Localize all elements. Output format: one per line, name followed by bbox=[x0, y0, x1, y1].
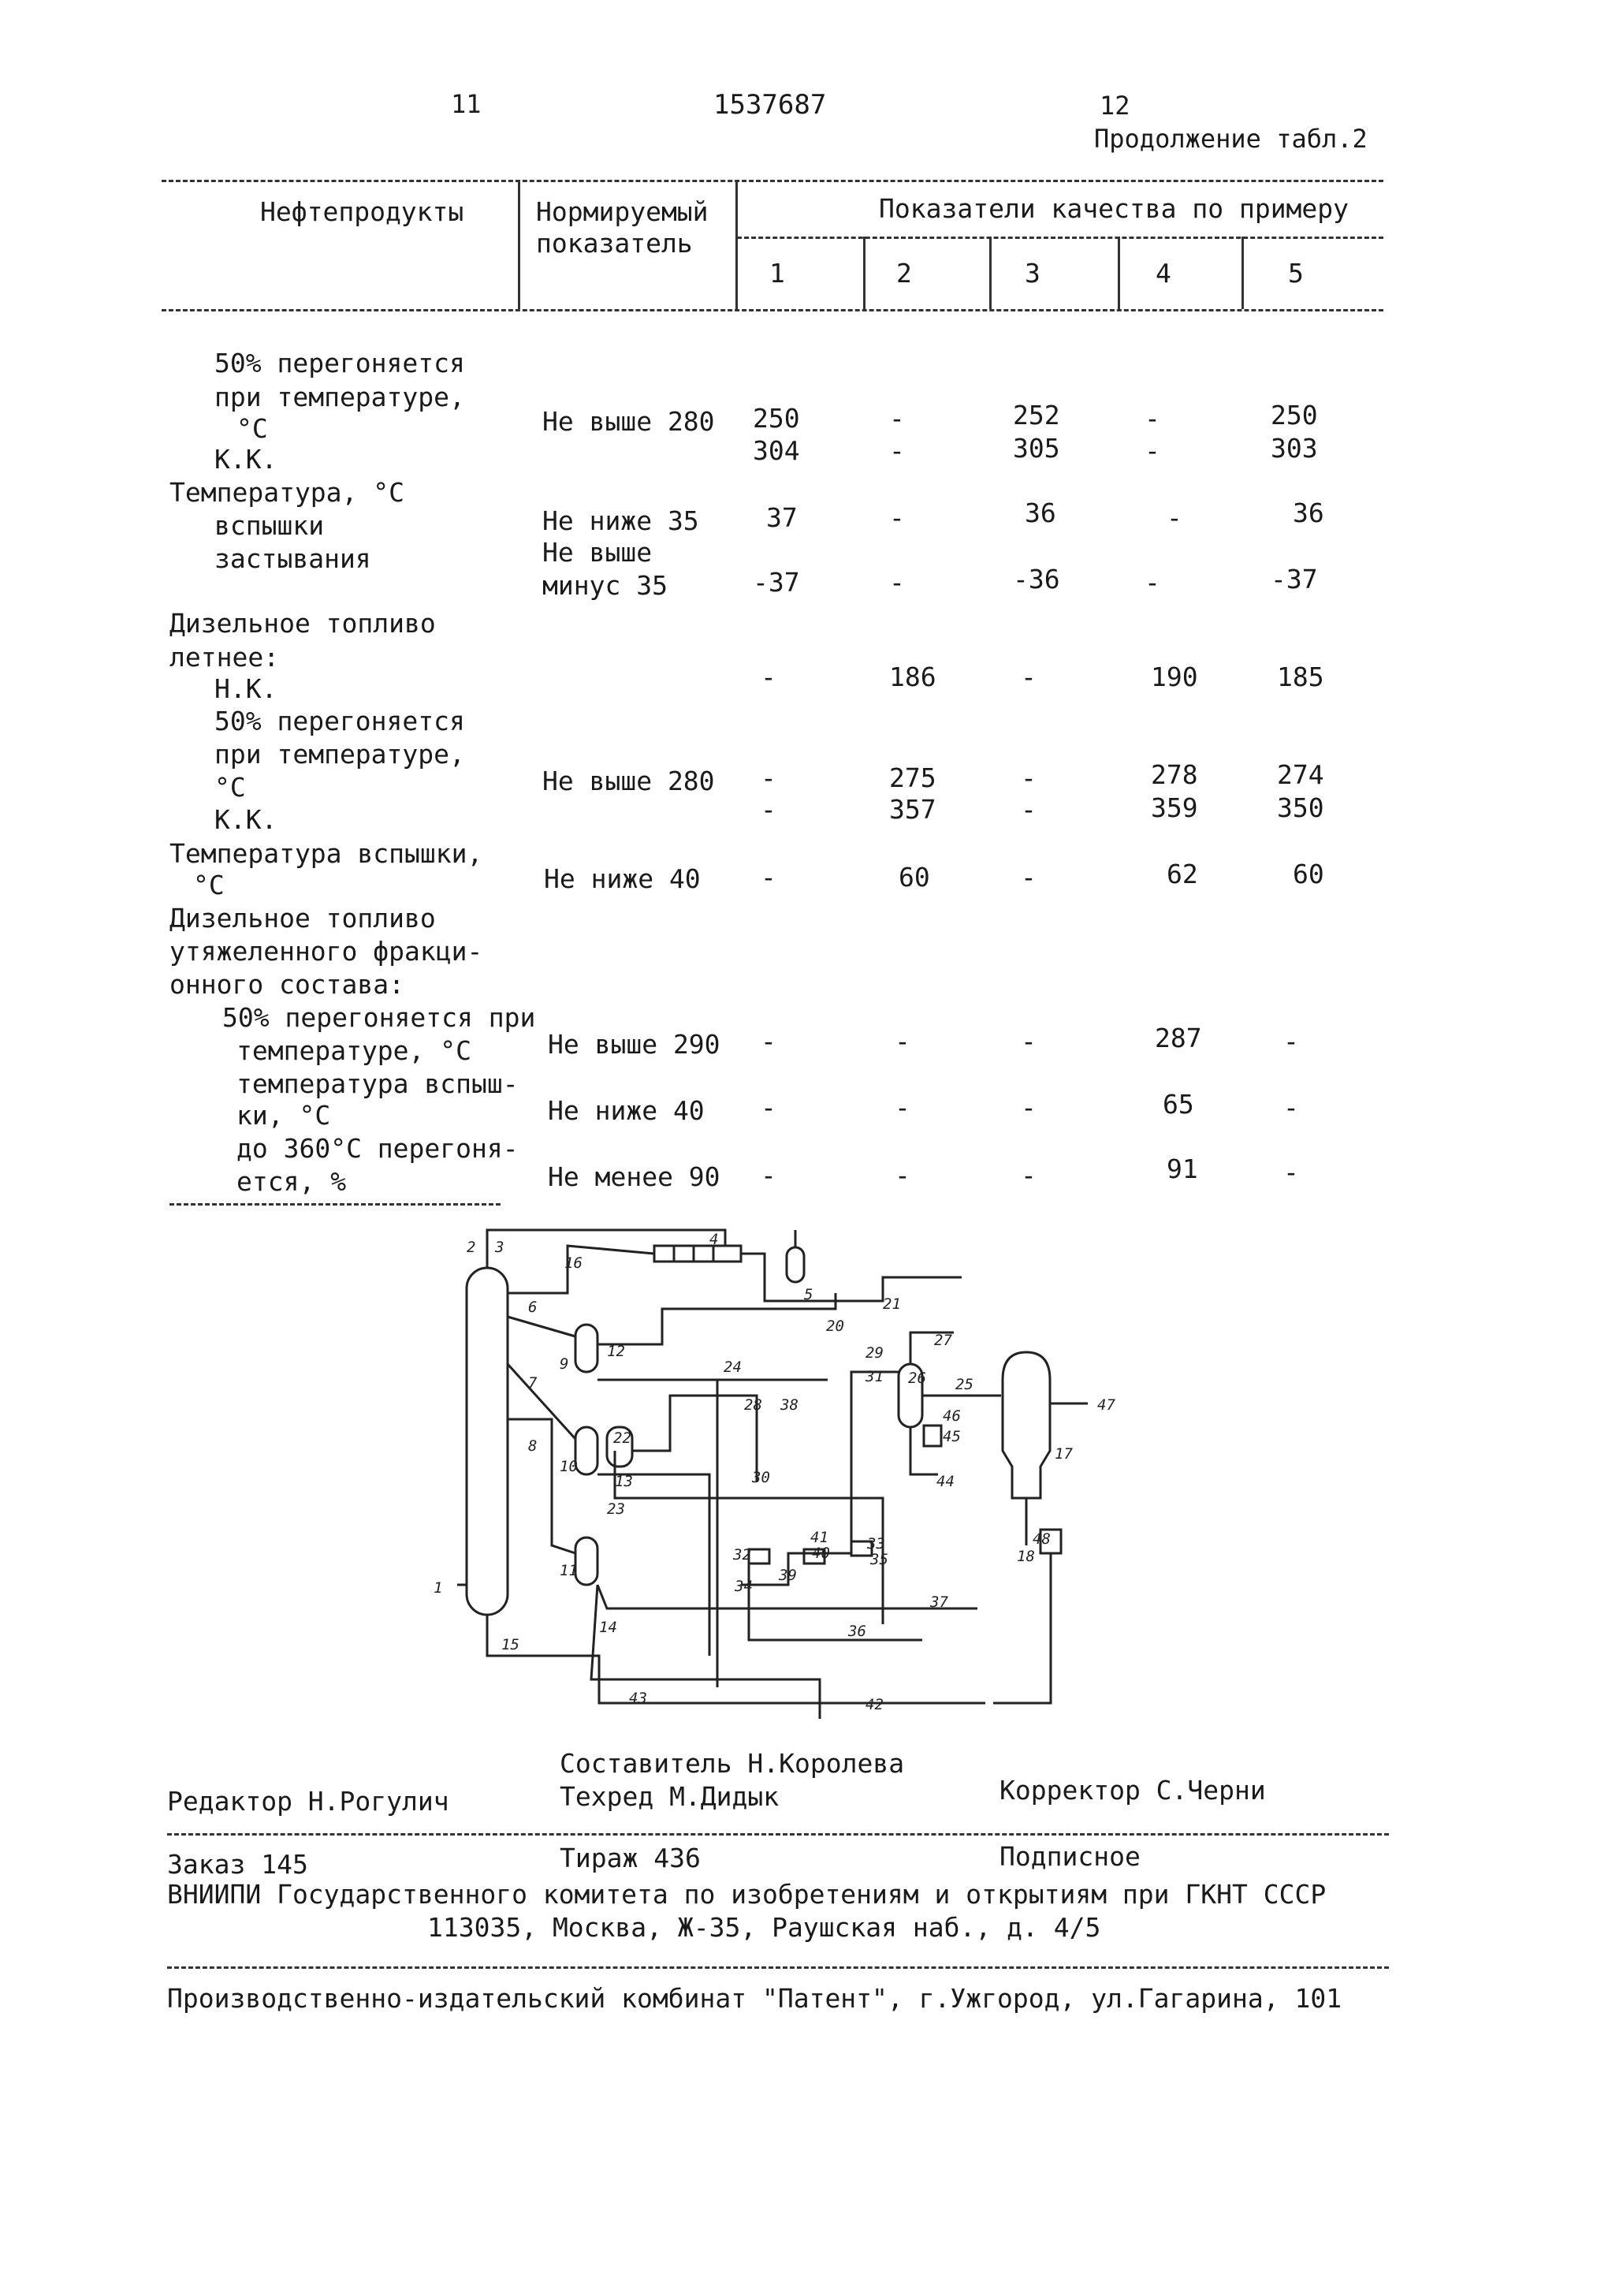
row-value: - bbox=[1145, 403, 1160, 434]
row-value: - bbox=[889, 435, 905, 466]
row-label: К.К. bbox=[214, 804, 277, 835]
row-norm: Не выше 290 bbox=[548, 1029, 720, 1060]
row-value: 350 bbox=[1277, 792, 1324, 823]
row-value: - bbox=[1167, 502, 1182, 533]
diagram-label: 44 bbox=[936, 1473, 955, 1490]
row-value: 36 bbox=[1293, 498, 1324, 528]
example-header: 5 bbox=[1288, 258, 1304, 289]
editor: Редактор Н.Рогулич bbox=[167, 1786, 449, 1817]
diagram-label: 18 bbox=[1017, 1548, 1035, 1565]
diagram-label: 4 bbox=[709, 1231, 719, 1248]
table-bottom-rule bbox=[169, 1203, 501, 1206]
diagram-label: 1 bbox=[434, 1579, 443, 1597]
row-value: 275 bbox=[889, 762, 936, 793]
row-label: ки, °С bbox=[236, 1100, 331, 1131]
diagram-label: 7 bbox=[528, 1374, 538, 1392]
diagram-label: 46 bbox=[943, 1407, 961, 1425]
row-value: - bbox=[761, 1026, 776, 1057]
row-value: - bbox=[1021, 1160, 1037, 1191]
diagram-label: 45 bbox=[943, 1428, 961, 1445]
diagram-label: 40 bbox=[812, 1545, 830, 1562]
diagram-label: 17 bbox=[1055, 1445, 1073, 1463]
diagram-label: 34 bbox=[735, 1578, 753, 1595]
diagram-label: 9 bbox=[560, 1355, 569, 1373]
row-value: 252 bbox=[1013, 400, 1060, 430]
row-label: °С bbox=[193, 870, 225, 900]
row-value: 304 bbox=[753, 435, 800, 466]
table-col-divider bbox=[1241, 237, 1244, 309]
diagram-label: 41 bbox=[810, 1529, 828, 1546]
row-value: 287 bbox=[1155, 1023, 1202, 1053]
row-value: - bbox=[761, 794, 776, 825]
row-value: - bbox=[1145, 567, 1160, 598]
row-label: ется, % bbox=[236, 1166, 347, 1197]
diagram-label: 24 bbox=[724, 1359, 742, 1376]
row-label: К.К. bbox=[214, 444, 277, 475]
diagram-label: 35 bbox=[870, 1551, 888, 1568]
row-label: Н.К. bbox=[214, 673, 277, 704]
row-value: 274 bbox=[1277, 759, 1324, 790]
row-value: 60 bbox=[1293, 859, 1324, 889]
org-line-2: 113035, Москва, Ж-35, Раушская наб., д. 4/5 bbox=[427, 1912, 1101, 1943]
heat-exchanger-top bbox=[654, 1246, 741, 1262]
footer-rule-2 bbox=[167, 1966, 1389, 1969]
diagram-label: 16 bbox=[564, 1254, 583, 1272]
table-col-divider bbox=[989, 237, 992, 309]
row-label: утяжеленного фракци- bbox=[169, 936, 483, 967]
row-value: 186 bbox=[889, 662, 936, 692]
diagram-label: 15 bbox=[501, 1636, 519, 1653]
patent-number: 1537687 bbox=[713, 89, 827, 121]
row-label: 50% перегоняется при bbox=[222, 1002, 536, 1033]
example-header: 4 bbox=[1156, 258, 1171, 289]
table-col-divider bbox=[1118, 237, 1120, 309]
row-value: - bbox=[1021, 862, 1037, 893]
table-col-divider bbox=[863, 237, 865, 309]
diagram-label: 14 bbox=[599, 1619, 617, 1636]
example-header: 1 bbox=[769, 258, 785, 289]
row-value: - bbox=[1145, 435, 1160, 466]
row-value: - bbox=[889, 403, 905, 434]
composer: Составитель Н.Королева bbox=[560, 1748, 905, 1779]
row-label: до 360°С перегоня- bbox=[236, 1133, 519, 1164]
diagram-label: 20 bbox=[826, 1318, 844, 1335]
diagram-label: 33 bbox=[867, 1535, 885, 1552]
diagram-label: 38 bbox=[780, 1396, 798, 1414]
separator-9 bbox=[575, 1325, 597, 1372]
separator-10 bbox=[575, 1427, 597, 1474]
row-value: 190 bbox=[1151, 662, 1198, 692]
row-value: - bbox=[889, 567, 905, 598]
table-top-rule bbox=[162, 180, 1383, 182]
row-norm: Не выше bbox=[542, 537, 653, 568]
row-value: -37 bbox=[753, 567, 800, 598]
diagram-label: 6 bbox=[528, 1299, 538, 1316]
row-value: 357 bbox=[889, 794, 936, 825]
row-norm: Не ниже 40 bbox=[544, 863, 701, 894]
row-value: - bbox=[1021, 762, 1037, 793]
row-value: - bbox=[1283, 1157, 1299, 1187]
row-label: °С bbox=[236, 413, 268, 444]
row-label: при температуре, bbox=[214, 739, 465, 770]
row-value: - bbox=[1021, 1026, 1037, 1057]
row-value: 250 bbox=[753, 403, 800, 434]
diagram-label: 23 bbox=[607, 1500, 625, 1518]
row-value: 278 bbox=[1151, 759, 1198, 790]
row-label: вспышки bbox=[214, 510, 325, 541]
corrector: Корректор С.Черни bbox=[999, 1775, 1266, 1806]
row-label: 50% перегоняется bbox=[214, 706, 465, 736]
heater-45 bbox=[924, 1426, 941, 1446]
diagram-label: 27 bbox=[934, 1332, 952, 1349]
unit-32 bbox=[749, 1549, 769, 1564]
row-value: - bbox=[895, 1092, 910, 1123]
row-value: - bbox=[1283, 1092, 1299, 1123]
table-header-bottom-rule bbox=[162, 309, 1383, 311]
column-header-quality: Показатели качества по примеру bbox=[879, 193, 1349, 224]
diagram-label: 37 bbox=[930, 1593, 948, 1611]
org-line-1: ВНИИПИ Государственного комитета по изобретениям и открытиям при ГКНТ СССР bbox=[167, 1879, 1327, 1910]
diagram-label: 11 bbox=[560, 1562, 578, 1579]
table-col-divider bbox=[518, 180, 520, 309]
row-norm: Не выше 280 bbox=[542, 766, 715, 796]
row-value: -36 bbox=[1013, 564, 1060, 594]
table-header-subrule bbox=[737, 237, 1383, 239]
diagram-label: 30 bbox=[752, 1469, 770, 1486]
row-label: онного состава: bbox=[169, 969, 405, 1000]
row-norm: Не менее 90 bbox=[548, 1161, 720, 1192]
row-value: - bbox=[1021, 662, 1037, 692]
row-label: Температура вспышки, bbox=[169, 838, 483, 869]
row-label: Температура, °С bbox=[169, 477, 405, 508]
row-value: 305 bbox=[1013, 433, 1060, 464]
row-value: -37 bbox=[1271, 564, 1318, 594]
footer-rule-1 bbox=[167, 1833, 1389, 1836]
techred: Техред М.Дидык bbox=[560, 1781, 780, 1812]
row-norm: минус 35 bbox=[542, 570, 668, 601]
process-flow-diagram bbox=[410, 1214, 1135, 1750]
distillation-column bbox=[467, 1268, 508, 1615]
column-header-norm-2: показатель bbox=[536, 228, 693, 259]
row-value: 65 bbox=[1163, 1089, 1194, 1120]
row-label: Дизельное топливо bbox=[169, 608, 436, 639]
row-value: - bbox=[761, 662, 776, 692]
cooler-top bbox=[787, 1247, 804, 1282]
example-header: 2 bbox=[896, 258, 912, 289]
diagram-label: 8 bbox=[528, 1437, 538, 1455]
order-number: Заказ 145 bbox=[167, 1849, 308, 1880]
row-value: - bbox=[1283, 1026, 1299, 1057]
diagram-label: 48 bbox=[1033, 1530, 1051, 1548]
page-number-right: 12 bbox=[1100, 91, 1130, 121]
row-label: температуре, °С bbox=[236, 1035, 472, 1066]
diagram-label: 32 bbox=[733, 1546, 751, 1564]
diagram-label: 26 bbox=[908, 1370, 926, 1387]
diagram-label: 47 bbox=[1097, 1396, 1115, 1414]
diagram-label: 36 bbox=[848, 1623, 866, 1640]
row-label: Дизельное топливо bbox=[169, 903, 436, 934]
separator-11 bbox=[575, 1538, 597, 1585]
row-value: - bbox=[761, 862, 776, 893]
row-label: при температуре, bbox=[214, 382, 465, 412]
row-value: 37 bbox=[766, 502, 798, 533]
row-value: - bbox=[889, 502, 905, 533]
diagram-label: 25 bbox=[955, 1376, 973, 1393]
page-number-left: 11 bbox=[451, 89, 482, 119]
row-value: 62 bbox=[1167, 859, 1198, 889]
diagram-label: 13 bbox=[615, 1473, 633, 1490]
row-value: 185 bbox=[1277, 662, 1324, 692]
diagram-label: 5 bbox=[804, 1286, 813, 1303]
row-value: 36 bbox=[1025, 498, 1056, 528]
row-value: - bbox=[1021, 794, 1037, 825]
circulation: Тираж 436 bbox=[560, 1843, 701, 1873]
row-label: °С bbox=[214, 772, 246, 803]
diagram-label: 3 bbox=[495, 1239, 504, 1256]
row-value: 250 bbox=[1271, 400, 1318, 430]
subscription: Подписное bbox=[999, 1841, 1141, 1872]
row-value: - bbox=[761, 1160, 776, 1191]
row-label: летнее: bbox=[169, 642, 280, 673]
row-value: - bbox=[895, 1160, 910, 1191]
vessel-17 bbox=[1003, 1352, 1050, 1498]
row-value: - bbox=[761, 1092, 776, 1123]
example-header: 3 bbox=[1025, 258, 1040, 289]
diagram-label: 10 bbox=[560, 1458, 578, 1475]
row-value: - bbox=[895, 1026, 910, 1057]
diagram-label: 22 bbox=[613, 1429, 631, 1447]
row-norm: Не ниже 35 bbox=[542, 505, 699, 536]
row-value: - bbox=[761, 762, 776, 793]
diagram-label: 31 bbox=[865, 1368, 884, 1385]
row-value: 303 bbox=[1271, 433, 1318, 464]
row-value: 359 bbox=[1151, 792, 1198, 823]
diagram-label: 28 bbox=[744, 1396, 762, 1414]
diagram-label: 39 bbox=[779, 1567, 797, 1584]
row-value: 91 bbox=[1167, 1154, 1198, 1184]
row-value: - bbox=[1021, 1092, 1037, 1123]
row-norm: Не выше 280 bbox=[542, 406, 715, 437]
diagram-label: 12 bbox=[607, 1343, 625, 1360]
diagram-label: 42 bbox=[865, 1696, 884, 1713]
column-header-norm: Нормируемый bbox=[536, 196, 709, 227]
printer-line: Производственно-издательский комбинат "Патент", г.Ужгород, ул.Гагарина, 101 bbox=[167, 1983, 1342, 2014]
table-col-divider bbox=[735, 180, 738, 309]
column-header-products: Нефтепродукты bbox=[260, 196, 464, 227]
row-norm: Не ниже 40 bbox=[548, 1095, 705, 1126]
table-continuation-label: Продолжение табл.2 bbox=[1094, 124, 1368, 154]
diagram-label: 29 bbox=[865, 1344, 884, 1362]
diagram-label: 21 bbox=[883, 1295, 901, 1313]
diagram-label: 43 bbox=[629, 1690, 647, 1707]
row-label: 50% перегоняется bbox=[214, 348, 465, 378]
diagram-label: 2 bbox=[467, 1239, 476, 1256]
row-value: 60 bbox=[899, 862, 930, 893]
row-label: застывания bbox=[214, 543, 371, 574]
row-label: температура вспыш- bbox=[236, 1068, 519, 1099]
